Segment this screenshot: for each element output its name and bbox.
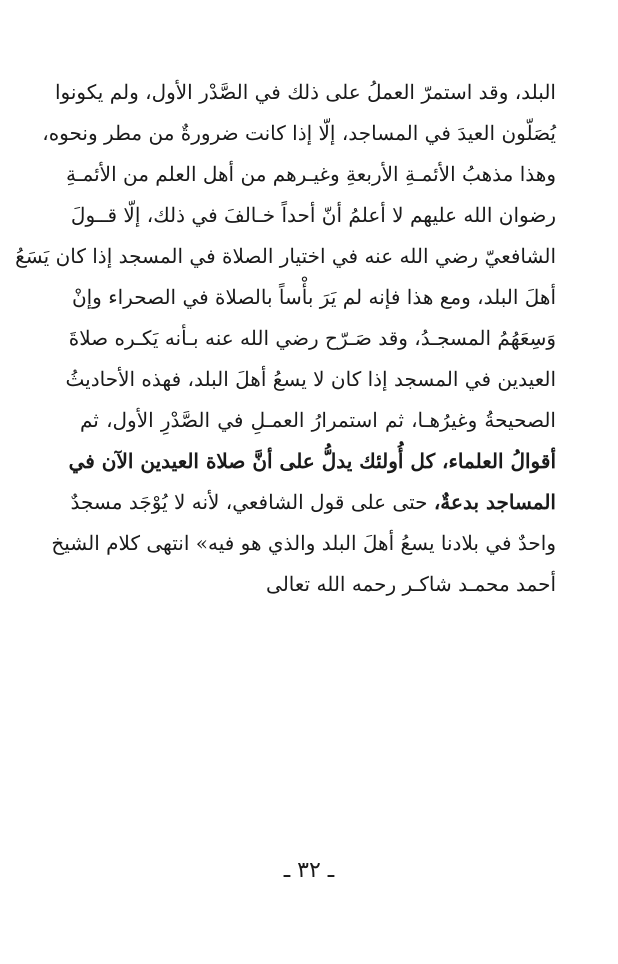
text-line-10: أقوالُ العلماء، كل أُولئك يدلُّ على أنَّ صلاة العيدين الآن في: [68, 449, 556, 473]
text-line-4: رضوان الله عليهم لا أعلمُ أنّ أحداً خـالفَ في ذلك، إلّا قــولَ: [70, 203, 556, 227]
text-line-2: يُصَلّون العيدَ في المساجد، إلّا إذا كانت ضرورةٌ من مطر ونحوه،: [42, 121, 556, 145]
text-line-8: العيدين في المسجد إذا كان لا يسعُ أهلَ البلد، فهذه الأحاديثُ: [65, 367, 556, 391]
text-line-9: الصحيحةُ وغيرُهـا، ثم استمرارُ العمـلِ في الصَّدْرِ الأول، ثم: [80, 408, 556, 432]
text-line-6: أهلَ البلد، ومع هذا فإنه لم يَرَ بأْساً بالصلاة في الصحراء وإنْ: [71, 285, 556, 309]
text-line-12: واحدٌ في بلادنا يسعُ أهلَ البلد والذي هو فيه» انتهى كلام الشيخ: [51, 531, 556, 555]
text-line-11: [70, 482, 556, 523]
text-line-5: الشافعيّ رضي الله عنه في اختيار الصلاة في المسجد إذا كان يَسَعُ: [15, 244, 556, 268]
text-line-13: أحمد محمـد شاكـر رحمه الله تعالى: [266, 572, 556, 596]
text-line-1: البلد، وقد استمرّ العملُ على ذلك في الصَّدْر الأول، ولم يكونوا: [54, 80, 556, 104]
text-line-7: وَسِعَهُمُ المسجـدُ، وقد صَـرّح رضي الله عنه بـأنه يَكـره صلاةَ: [68, 326, 556, 350]
body-text: [15, 72, 556, 605]
text-line-11-rest: حتى على قول الشافعي، لأنه لا يُوْجَد مسجدٌ: [70, 490, 434, 514]
page-number: ـ ٣٢ ـ: [283, 858, 335, 883]
bold-phrase: المساجد بدعةٌ،: [433, 490, 556, 514]
text-line-3: وهذا مذهبُ الأئمـةِ الأربعةِ وغيـرهم من أهل العلم من الأئمـةِ: [65, 162, 556, 186]
